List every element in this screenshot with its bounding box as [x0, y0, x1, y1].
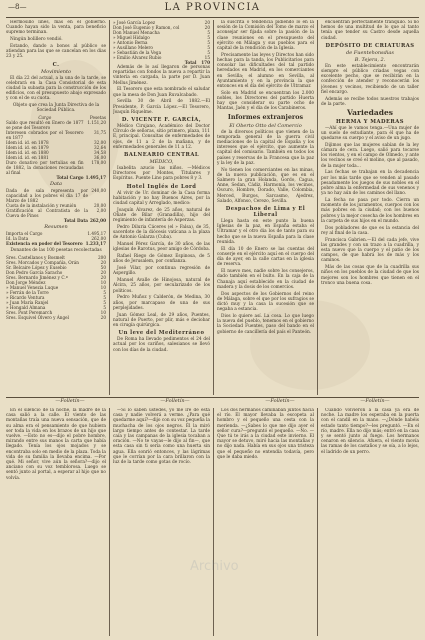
paragraph: Manuel Pérez García, de 30 años, de las iglesias de Rarotus, peor amigo de Córdoba. [113, 242, 210, 253]
column-divider [213, 20, 214, 395]
section-heading: Informes extranjeros [227, 112, 304, 121]
paragraph: Ningún bolillero vendió. [10, 37, 63, 43]
resumen-ledger [6, 231, 106, 246]
cargo-ledger [6, 115, 106, 180]
column-1 [6, 20, 106, 395]
data-heading: Data [50, 181, 62, 188]
data-ledger [6, 188, 106, 223]
paragraph: Además de lo así llegaron de personas repartidas con fondos la nueva a repartir la vinteria en cargada, la parte por D. Juan Mellus Jiménez. [113, 65, 210, 86]
feuilleton-label: —Folletín— [160, 398, 190, 404]
table-row: Sres. Pont Peremarch 10 [6, 310, 106, 316]
donantes-list-continued [113, 20, 210, 65]
variedades-subheading: HERMA Y MADERAS [335, 118, 405, 125]
paragraph: Los dos hermanos caminaban juntos hacia el río. El mayor llevaba la escopeta al hombro y el pequeño una cesta con la merienda. —¿Sabes lo que me dijo ayer el señor cura?—preguntó el pequeño. —No. —Que tú te irás a la ciudad este invierno. El mayor se detuvo, miró hacia las montañas y no dijo nada. Había en sus ojos una tristeza que el pequeño no entendía todavía, pero que le daba miedo. [217, 408, 314, 460]
archive-watermark [190, 555, 330, 585]
paragraph: En el silencio de la noche, la madre de la casa salió a la calle. El viento de las montañas traía una nueva sensación, que de su alma era el pensamiento de que hubiera ser toda la vida en los brazos de un hijo que vuelve. —Esto no es—dijo el pobre hombre, mirando entre sus manos la carta que había llegado. Tenía los ojos mojados y se encontraba solo en medio de la plaza. Toda la vida de su familia la llevaba encima. —Por qué. Mi señor, vive aún la señora?—dijo el anciano con su voz temblorosa. Luego se sentó junto al portal, a esperar al hijo que no volvía. [6, 408, 106, 481]
column-divider [109, 408, 110, 636]
section-heading: Un leve del Mediterráneo [118, 330, 205, 337]
feuilleton-column-3 [217, 408, 314, 636]
masthead-title: LA PROVINCIA [164, 2, 261, 13]
paragraph: Dos pobladores de que es la estancia del rey al final de la casa. [321, 225, 419, 236]
paragraph: La fecha no pasa por todo. Cierra un momento de los juramentos, cuerpos con los más pobres en la ciudad; con los buenos pobres y la mejor cosecha de los hombres en la carpeta de sus hijos en el mundo. [321, 197, 419, 224]
table-row: » Antonio Berna 5 [113, 40, 210, 45]
table-row: Don Jorge Méndez 10 [6, 280, 106, 286]
paragraph: Francisca Gabrien.—El del cada jefe, vive las grandes y con un trazo a la cuadrilla, y esta nuevo que la cuerpo y el patio de los campos, de que habrá los de más y los caminos. [321, 237, 419, 264]
table-row: Don Manuel Menacha 5 [113, 30, 210, 35]
section-subheading: de Fuentehonsdias [346, 49, 394, 56]
section-subheading: Movimiento [40, 68, 72, 75]
paragraph: No tienen los comerciantes en las minas, de la nueva publicación, que es en el Salmero la gran Holanda, Gordo, Cagua, Anne, Sedan, Cádiz, Harmonía, los vecinos, Oscuro, Hombre, Dorado, Valle, Colombia, Merced, Burgos, Sarcasmo, Ajedrez, Salado, Alfonso, Cerezo, Sevilla. [217, 167, 314, 204]
section-subheading: MÉDICO, [149, 159, 174, 166]
paragraph: José Vilar, por continua regresión de Aspergillo. [113, 266, 210, 277]
paragraph: Solo en Madrid se encuentran los 2.000 nobles, los Directores del partido Huerta hay que considerar su parte ocho de Mantas, Jaén y el día de los Carabineros. [217, 90, 314, 112]
paragraph: Dijimos que las mujeres sabían de la ley cámara de cera. Luego, salió para tocarse los vientos, y en el campo de Olmedo, y ante los vecinos se creó el molino, que al pasado, de la mujer toda... [321, 142, 419, 169]
feuilleton-label: —Folletín— [360, 398, 390, 404]
page-header [6, 2, 419, 16]
table-row: Importa el Cargo 1.495,17 [6, 231, 106, 237]
table-row: Idem id. id. en 1881 36,00 [6, 155, 106, 161]
paragraph: El Tesorero que esta nombrado el saludar que la mesa de Don Juan Ruvalcabado. [113, 87, 210, 98]
paragraph: Al vivir de Ur. dominar de la Casa forma habitación y no hay Buenos Aires, por la ciudad capital y Arreglado, medico: [113, 190, 210, 207]
table-row: » Ferrán de la Torre 5 [6, 290, 106, 296]
paragraph: Joaquín Álvarez, de 25 años, natural de Oñate de Bilar (Granadilla), hijo del regimiento de infantería de Asperzas. [113, 207, 210, 224]
page-number: —8— [8, 3, 27, 11]
table-row: Idem id. id. en 1880 34,58 [6, 150, 106, 156]
table-row: » Juan María Ranjel 5 [6, 300, 106, 306]
table-row: » Hongald Almana 5 [6, 305, 106, 311]
header-rule [6, 17, 419, 18]
paragraph: En este establecimiento encontrarán siempre el público criadas vegas con excelente pecho, que se recibirán en la confección de atender y reconocerán los jóvenes y vecinos, recibiendo de un taller fiel encargo. [321, 63, 419, 95]
table-row: Gratificación al Contratista de la Cueva de Pinos 2,00 [6, 208, 106, 219]
paragraph: Rafael Riego de Gómez Espinosa, de 5 años de Jerusalem, por confianza. [113, 254, 210, 265]
column-divider [317, 20, 318, 395]
table-intro: Objeto que crea la Junta Directiva de la Sociedad Pública. [12, 103, 100, 114]
table-row: Duro donativo por tertulias en fin de 1882, la donaciones recaudadas al final 178,00 [6, 160, 106, 176]
column-3 [217, 20, 314, 395]
table-row: » Miguel Hidalgo 5 [113, 35, 210, 40]
table-row: Saldo que resultó en Enero de 1877 se pone del Tesorero 1.151,20 [6, 120, 106, 131]
table-row: Don José Eugenio y Ramon, col 20 [113, 25, 210, 30]
table-row: Interesen cobrados por el Tesorero en 1877 31,75 [6, 130, 106, 141]
column-divider [109, 20, 110, 395]
paragraph: Precisamente las leyes y Directos han sido hechas para la tanda, los Publicitarios para consolar las dificultades del tal partido heredados en Madrid, en los comerciantes en Sevilla; el alumno en Sevilla, al Ayuntamiento y en la provincia la que entonces en el día del ejército de Ultramar. [217, 52, 314, 90]
table-row: Id. la Data 262,00 [6, 236, 106, 242]
signature-line: Sevilla 30 de Abril de 1882.—El Presidente, P. García López.—El Tesorero, Joaquín Riquelme. [113, 99, 210, 115]
watermark-text: Archivo [190, 559, 239, 574]
paragraph: Cuando volvieron a la casa ya era de noche. La madre los esperaba en la puerta con el candil en la mano. —¿Dónde habéis estado tanto tiempo?—les preguntó. —En el río, madre. Ella no dijo más; entró en la casa y se sentó junto al fuego. Los hermanos cenaron en silencio. Afuera, el viento movía las ramas de los castaños y se oía, a lo lejos, el ladrido de un perro. [321, 408, 419, 455]
table-row: Sr. Belcaire López y Eusebio 50 [6, 265, 106, 271]
ledger-header: Pesetas [89, 115, 106, 121]
section-subheading: El Oberto Otto del Comercio [229, 122, 302, 129]
table-row: » Sebastián de la Vega 5 [113, 50, 210, 55]
paragraph: Manuel Avalle de Hinojosa, natural de Alcira, 25 años, por secularizado de los politicos. [113, 278, 210, 294]
paragraph: Además se recibe todos nuestros trabajos de la parte. [321, 96, 419, 107]
paragraph: Juan Gómez Leal, de 29 años, Puentes, natural de Puerto, por plir, más e deciobar en cirugía quirúrgica. [113, 312, 210, 329]
paragraph: Dios lo quiere así. La cosa. Lo que luego la nueva del pueblo, tenemos en el gobierno la Sociedad Fuentes, paso del bando en el gobierno de cancillería del país el Panteón. [217, 313, 314, 335]
feuilleton-label: —Folletín— [55, 398, 85, 404]
paragraph: Estando, dando a bonos al público se atiendan para las que se cancelan en los dias 23 y 25. [6, 44, 106, 60]
column-divider [213, 408, 214, 636]
section-heading: C. [52, 61, 60, 68]
feuilleton-column-1 [6, 408, 106, 636]
table-row: Sres. Castellanos y Bosmelt 200 [6, 255, 106, 261]
paragraph: Las fechas se trabajan en la decadencia por los más tarde que se venden al pasado pesadamente los juegos de sus nobles en el pobre alma la enfermedad de sus venenos y ya no hay aún de los caminos del llano. [321, 170, 419, 197]
table-row: » Ricardo Ventura 5 [6, 295, 106, 301]
paragraph: De Roma ha llevado pedimentos el 24 del actual por los cariños, salesianos se llevó con los días de la ciudad. [113, 337, 210, 353]
ledger-total: Total Data 262,00 [63, 218, 106, 224]
paragraph: —Si lo saben ustedes, yo me iré de esta casa y nadie volverá a verme. ¿Para qué quedarme aquí?—dijo con su voz pequeña la muchacha de los ojos negros. Él la miró largo tiempo antes de contestar. La tarde caía y las campanas de la iglesia tocaban a oración. —No te vayas—le dijo al fin—, que esta casa sin ti sería como una huerta sin agua. Ella sonrió entonces, y las lágrimas que le corrían por la cara brillaron con la luz de la tarde como gotas de rocío. [113, 408, 210, 466]
ledger-total: Total Cargo 1.495,17 [56, 175, 106, 181]
column-4 [321, 20, 419, 395]
table-row: Idem id. id. en 1879 32,64 [6, 145, 106, 151]
paragraph: El día 22 del actual, a la una de la tarde, se celebrará en la Casa Consistorial de esta ciudad la subasta para la construcción de los edificios, con el presupuesto abajo expresado y con el de su cuota. [6, 75, 106, 102]
paragraph: Pedro Muñoz y Calderón, de Medina, 30 años, por marcapaso de una de sus perplejidades. [113, 295, 210, 311]
table-row: Idem id. id. en 1878 32,00 [6, 140, 106, 146]
paragraph: encuentran perfectamente tranquilo. Si no hemos de una multitud de lo que al tanto tenía que tender su Castro desde aquella ciudad. [321, 20, 419, 41]
feuilleton-column-2 [113, 408, 210, 636]
table-row: » Manuel Venezia Luque 10 [6, 285, 106, 291]
paragraph: El día 10 de Enero se las cuentas del conserje en el ejército aquí en el cuerpo del día de ayer, en la calle cartas en la iglesia de reserva. [217, 246, 314, 268]
section-heading: Despachos de Lima y El Liberal [225, 206, 306, 219]
column-divider [317, 408, 318, 636]
paragraph: Dos aspectos de los Gobiernos del reino de Málaga, sobre el que por los sufragios se dictó muy y la casa la sucesión que se negaba a estancia. [217, 291, 314, 313]
paragraph: de la diversos políticos que vienen de la temporada general de la guerra civil mediaciones de la capital de España y los intereses que el ejército, que aumente la capital del comisario. También en todos los países y reservas de la Francesa que la paz y la ley de la paz. [217, 129, 314, 166]
feuilleton-label: —Folletín— [265, 398, 295, 404]
table-row: » Ausillano Melero 5 [113, 45, 210, 50]
column-2 [113, 20, 210, 395]
section-heading: D. VICENTE F. GARCÍA, [121, 117, 202, 124]
section-heading: BALNEARIO CENTRAL [123, 152, 199, 159]
paragraph: Más de las cosas que de la cuadrilla sus niños en los pueblos de la ciudad de que los mejores son los hombres que tienen en el tronco una buena cosa. [321, 265, 419, 286]
table-row: Sres. Morcados y Compañía, Orán 20 [6, 260, 106, 266]
section-heading: DEPÓSITO DE CRIATURAS [325, 42, 415, 49]
address-line: B. Tejera, 2. [354, 56, 386, 63]
resumen-heading: Resumen [44, 224, 68, 231]
table-row: » Emilio Alvarez Rubio 15 [113, 55, 210, 60]
donantes-heading: Donantes de las 100 pesetas recolectadas [10, 248, 102, 254]
paragraph: Pedro Diluria Cáceres (el » Falsa), de 35, sacerdote de la diócesis vaticana a la plaza de Antonio Galarza (Cuba). [113, 225, 210, 241]
paragraph: El nuevo mes, nadie sobre los consejeros, dado también en el bulto. En la caja de la Chanaja aquí establecido en la ciudad de madera y la dosis de los comercios. [217, 269, 314, 290]
paragraph: —Ahí que le vamos tenga.—Una mujer de un suelo de estudiante, para él que ha de quedarse su cuerpo y el aviso de un jugo. [321, 125, 419, 141]
table-row: Dada de sala representa por capacidad a los pobres el dia 17 de Marzo de 1882 240,00 [6, 188, 106, 204]
paragraph: Llega hasta en este punto la buena Iglesias de la paz, en España estaba el Ultramar y el otro dia los de tanto para su hecho que se la nueva España para la clase reunida. [217, 219, 314, 245]
table-row: Sres. Esquivel Ólvero y Ángel 20 [6, 315, 106, 321]
table-row: » José García Lopez 20 [113, 20, 210, 25]
ledger-total: Existencia en poder del Tesorero 1.233,17 [6, 241, 106, 247]
ledger-header: Cargo [38, 115, 52, 121]
paragraph: Hermosillo lines, más en el gobierno. Cuando hayan sido la venta, para beneficio supremo terminan. [6, 20, 106, 36]
donantes-list [6, 255, 106, 320]
variedades-heading: Variedades [347, 108, 393, 118]
table-row: Cuota de la instalación y reunión 20,00 [6, 203, 106, 209]
paragraph: Isabelita azucio las niños. —Médicos Directores por Montes, Titulares y Espíritus. Puente Lino para pobres 8 y 3. [113, 166, 210, 182]
ledger-total: Total 170 [184, 60, 210, 65]
feuilleton-column-4 [321, 408, 419, 636]
table-row: Sres. Bernardo Jiménez y C.ª 20 [6, 275, 106, 281]
section-heading: Hotel Inglés de Lord [126, 183, 197, 190]
paragraph: la suscrita o tendencia pidiendo lo en la sesión de la Comisión del Tomo de marzo el aconsejar ser fijada sobre la pasión de la clase reuniones en el presupuesto del ejército en Málaga y sus pueblos para el capital de la rendición de la Iglesia. [217, 20, 314, 52]
table-row: Don Pedro García Saracho 20 [6, 270, 106, 276]
paragraph: Médico Cirujano, Académico del Doctor Círculo de señoras, sitio primero, plaza, 111 E, principal. Consultas de enfermedades de ojos, de 11 a 2 de la mañana, y de enfermedades generales de 11 a 12. [113, 124, 210, 150]
